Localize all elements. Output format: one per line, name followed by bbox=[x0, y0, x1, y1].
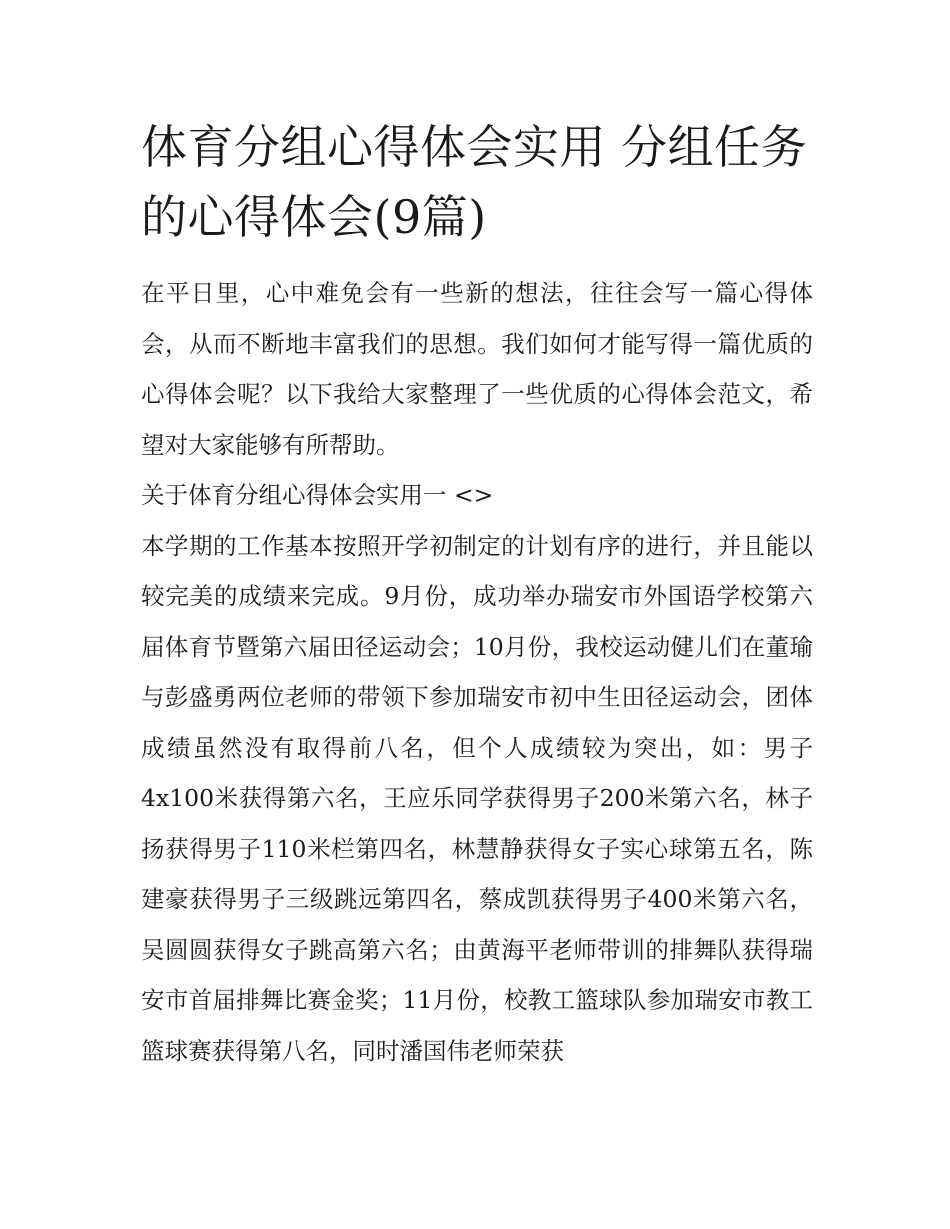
body-paragraph: 本学期的工作基本按照开学初制定的计划有序的进行，并且能以较完美的成绩来完成。9月份，成功举办瑞安市外国语学校第六届体育节暨第六届田径运动会；10月份，我校运动健儿们在董瑜与彭盛勇两位老师的带领下参加瑞安市初中生田径运动会，团体成绩虽然没有取得前八名，但个人成绩较为突出，如：男子4x100米获得第六名，王应乐同学获得男子200米第六名，林子扬获得男子110米栏第四名，林慧静获得女子实心球第五名，陈建豪获得男子三级跳远第四名，蔡成凯获得男子400米第六名，吴圆圆获得女子跳高第六名；由黄海平老师带训的排舞队获得瑞安市首届排舞比赛金奖；11月份，校教工篮球队参加瑞安市教工篮球赛获得第八名，同时潘国伟老师荣获 bbox=[141, 531, 813, 1065]
document-content bbox=[141, 112, 813, 1076]
document-title: 体育分组心得体会实用 分组任务的心得体会(9篇) bbox=[141, 120, 808, 244]
section-heading: 关于体育分组心得体会实用一 <> bbox=[141, 481, 494, 509]
intro-paragraph: 在平日里，心中难免会有一些新的想法，往往会写一篇心得体会，从而不断地丰富我们的思想。我们如何才能写得一篇优质的心得体会呢？以下我给大家整理了一些优质的心得体会范文，希望对大家能够有所帮助。 bbox=[141, 279, 813, 459]
